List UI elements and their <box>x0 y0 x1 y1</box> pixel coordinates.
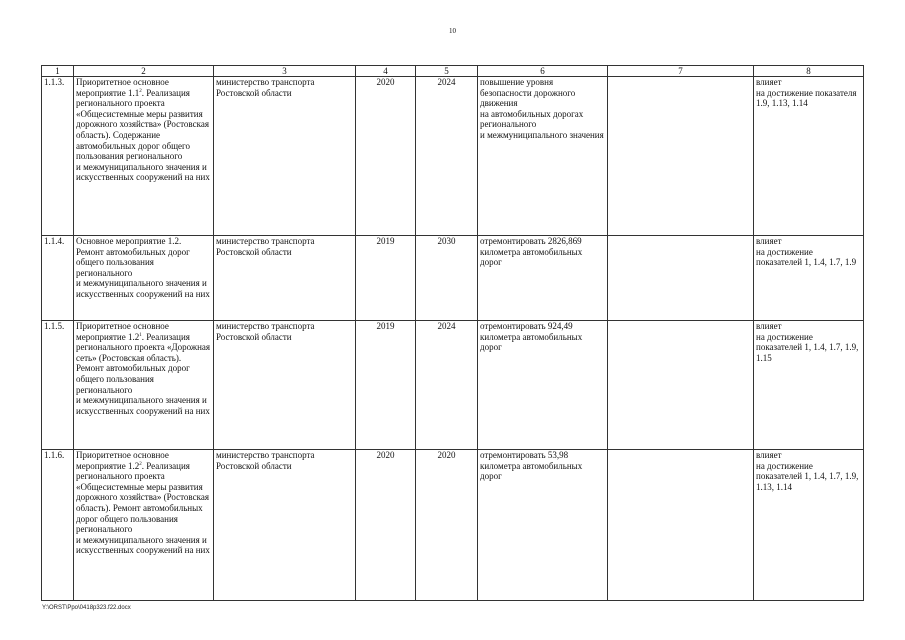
end-year-cell: 2024 <box>416 77 478 236</box>
measure-number: 1.1.5. <box>42 321 74 450</box>
measure-name-text: Основное мероприятие 1.2. Ремонт автомобильных дорог общего пользования регионального и межмуниципального значения и искусственных сооружений на них <box>76 236 210 299</box>
document-file-path: Y:\ORST\Ppo\0418p323.f22.docx <box>42 605 131 611</box>
measure-number: 1.1.4. <box>42 236 74 321</box>
executor-cell: министерство транспорта Ростовской области <box>214 236 356 321</box>
column-7-cell <box>608 321 754 450</box>
measure-name-text-cont: . Реализация регионального проекта «Общесистемные меры развития дорожного хозяйства» (Ростовская область). Ремонт автомобильных дорог общего пользования регионального и межмуниципального значения и искусственных сооружений на них <box>76 460 210 556</box>
column-header: 6 <box>478 66 608 77</box>
measure-name-text: Приоритетное основное мероприятие 1.1 <box>76 77 169 98</box>
expected-result-cell: отремонтировать 2826,869 километра автомобильных дорог <box>478 236 608 321</box>
end-year-cell: 2020 <box>416 450 478 601</box>
column-header: 5 <box>416 66 478 77</box>
measure-name-text-cont: . Реализация регионального проекта «Общесистемные меры развития дорожного хозяйства» (Ростовская область). Содержание автомобильных дорог общего пользования регионального и межмуниципального значения и искусственных сооружений на них <box>76 87 210 183</box>
measure-name-text: Приоритетное основное мероприятие 1.2 <box>76 450 169 471</box>
start-year-cell: 2019 <box>356 236 416 321</box>
table-row <box>42 450 864 601</box>
column-7-cell <box>608 450 754 601</box>
end-year-cell: 2024 <box>416 321 478 450</box>
footnote-mark: 2 <box>139 88 142 94</box>
indicator-link-cell: влияет на достижение показателей 1, 1.4, 1.7, 1.9, 1.15 <box>754 321 864 450</box>
start-year-cell: 2019 <box>356 321 416 450</box>
executor-cell: министерство транспорта Ростовской области <box>214 77 356 236</box>
indicator-link-cell: влияет на достижение показателей 1, 1.4, 1.7, 1.9 <box>754 236 864 321</box>
column-header: 8 <box>754 66 864 77</box>
column-header: 3 <box>214 66 356 77</box>
measure-number: 1.1.3. <box>42 77 74 236</box>
end-year-cell: 2030 <box>416 236 478 321</box>
column-header: 2 <box>74 66 214 77</box>
table-row <box>42 77 864 236</box>
expected-result-cell: повышение уровня безопасности дорожного движения на автомобильных дорогах регионального и межмуниципального значения <box>478 77 608 236</box>
start-year-cell: 2020 <box>356 450 416 601</box>
measure-name-text: Приоритетное основное мероприятие 1.2 <box>76 321 169 342</box>
measure-name <box>74 77 214 236</box>
executor-cell: министерство транспорта Ростовской области <box>214 450 356 601</box>
column-7-cell <box>608 236 754 321</box>
footnote-mark: 1 <box>139 332 142 338</box>
table-header-row <box>42 66 864 77</box>
start-year-cell: 2020 <box>356 77 416 236</box>
program-measures-table <box>41 65 864 601</box>
column-header: 7 <box>608 66 754 77</box>
measure-name <box>74 236 214 321</box>
measure-name <box>74 450 214 601</box>
footnote-mark: 2 <box>139 461 142 467</box>
measure-name <box>74 321 214 450</box>
table-row <box>42 321 864 450</box>
measure-name-text-cont: . Реализация регионального проекта «Дорожная сеть» (Ростовская область). Ремонт автомобильных дорог общего пользования регионального и межмуниципального значения и искусственных сооружений на них <box>76 331 211 416</box>
column-header: 4 <box>356 66 416 77</box>
expected-result-cell: отремонтировать 53,98 километра автомобильных дорог <box>478 450 608 601</box>
column-header: 1 <box>42 66 74 77</box>
executor-cell: министерство транспорта Ростовской области <box>214 321 356 450</box>
page-number: 10 <box>449 27 456 35</box>
measure-number: 1.1.6. <box>42 450 74 601</box>
table-row <box>42 236 864 321</box>
indicator-link-cell: влияет на достижение показателей 1, 1.4, 1.7, 1.9, 1.13, 1.14 <box>754 450 864 601</box>
indicator-link-cell: влияет на достижение показателя 1.9, 1.13, 1.14 <box>754 77 864 236</box>
expected-result-cell: отремонтировать 924,49 километра автомобильных дорог <box>478 321 608 450</box>
column-7-cell <box>608 77 754 236</box>
